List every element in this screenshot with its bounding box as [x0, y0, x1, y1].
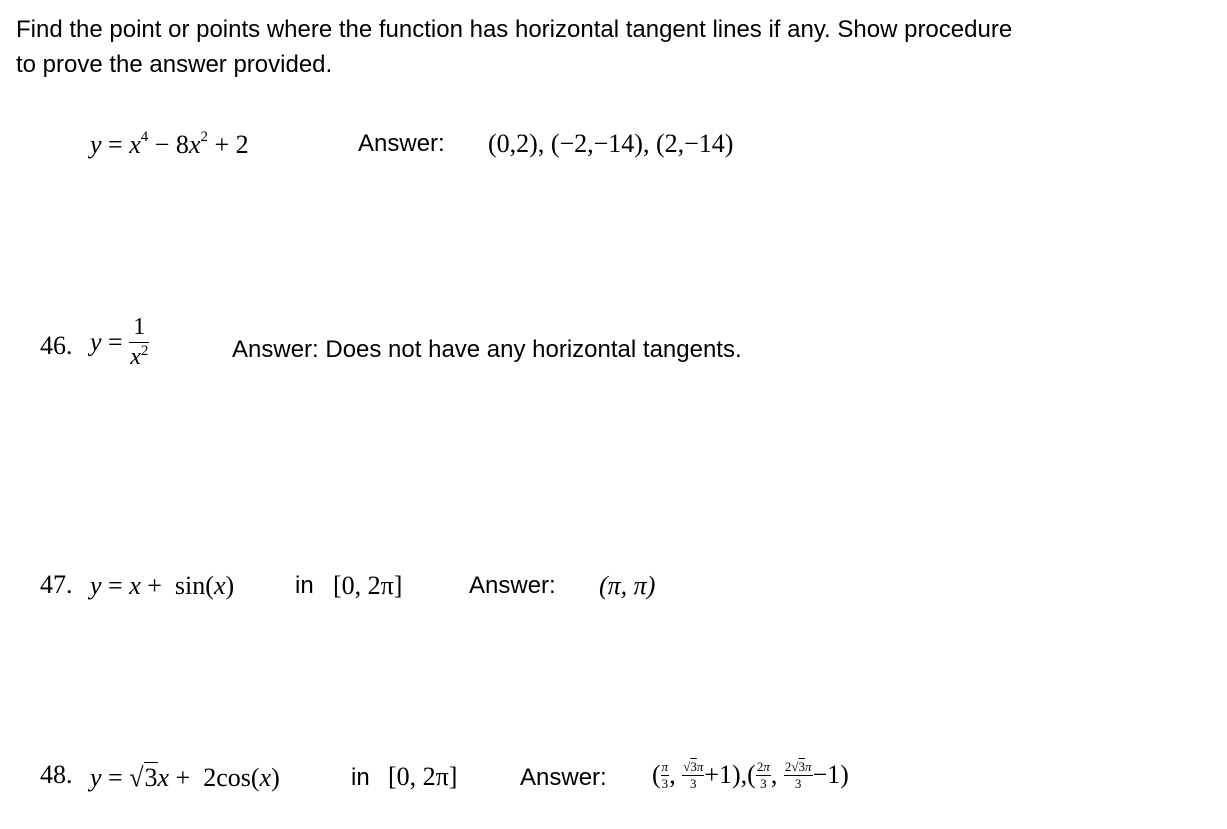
answer-points: ( $\frac{\pi}{3}$ , $\frac{√3\pi}{3}$ +1),( $\frac{2\pi}{3}$ , $\frac{2√3\pi}{3}$ −1): [652, 758, 849, 791]
instructions-line-1: Find the point or points where the function has horizontal tangent lines if any. Show procedure: [16, 16, 1013, 43]
interval-word: in: [295, 572, 314, 599]
interval: [0, 2π]: [333, 571, 403, 600]
problem-number: 46.: [40, 331, 73, 360]
interval-word: in: [351, 764, 370, 791]
problem-number: 48.: [40, 760, 73, 789]
answer-label: Answer:: [520, 764, 607, 791]
problem-number: 47.: [40, 570, 73, 599]
fraction: $\frac{1}{x^2}$: [130, 314, 149, 370]
answer-value: (0,2), (−2,−14), (2,−14): [488, 129, 734, 158]
answer-label: Answer:: [358, 130, 445, 157]
answer-value: (π, π): [599, 571, 656, 600]
answer-label: Answer:: [469, 572, 556, 599]
equation-reciprocal: y = $\frac{1}{x^2}$: [90, 314, 149, 370]
interval: [0, 2π]: [388, 762, 458, 791]
instructions-line-2: to prove the answer provided.: [16, 51, 333, 78]
equation-sine: y = x + sin(x): [90, 571, 235, 600]
equation-root-cosine: y = √3x + 2cos(x): [90, 762, 280, 793]
equation-quartic: $y = x^4 - 8x^2 + 2$: [90, 129, 249, 159]
answer-text: Answer: Does not have any horizontal tangents.: [232, 336, 742, 363]
